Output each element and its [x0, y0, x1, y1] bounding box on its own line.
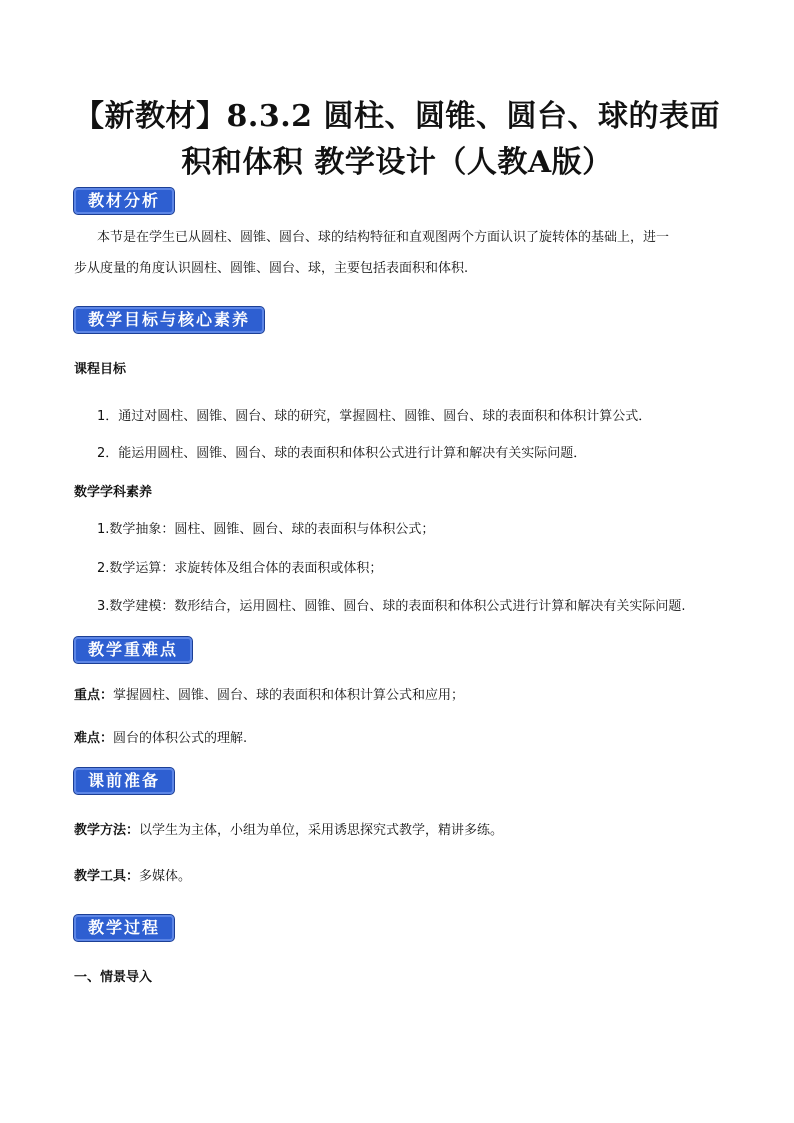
- method-text: 以学生为主体，小组为单位，采用诱思探究式教学，精讲多练。: [139, 823, 504, 838]
- tools-line: [74, 867, 191, 887]
- key-point-text: 掌握圆柱、圆锥、圆台、球的表面积和体积计算公式和应用；: [113, 688, 465, 703]
- key-point-label: 重点：: [74, 688, 114, 703]
- section-badge-prep: 课前准备: [74, 768, 174, 794]
- page-title: [0, 94, 794, 186]
- section-badge-process: 教学过程: [74, 915, 174, 941]
- course-goals-heading: 课程目标: [74, 362, 127, 377]
- process-step-heading: 一、情景导入: [74, 970, 153, 985]
- section-badge-goals: 教学目标与核心素养: [74, 307, 264, 333]
- difficulty-text: 圆台的体积公式的理解.: [113, 731, 248, 746]
- difficulty-line: [74, 729, 247, 749]
- page-title-line-1: 【新教材】8.3.2 圆柱、圆锥、圆台、球的表面: [74, 99, 720, 134]
- course-goal-item: 2．能运用圆柱、圆锥、圆台、球的表面积和体积公式进行计算和解决有关实际问题．: [97, 446, 587, 461]
- key-point-line: [74, 686, 464, 706]
- page-title-line-2: 积和体积 教学设计（人教A版）: [181, 145, 613, 180]
- tools-label: 教学工具：: [74, 869, 140, 884]
- literacy-item: 2.数学运算：求旋转体及组合体的表面积或体积；: [97, 561, 383, 576]
- method-line: [74, 821, 503, 841]
- section-badge-key-points: 教学重难点: [74, 637, 192, 663]
- literacy-item: 1.数学抽象：圆柱、圆锥、圆台、球的表面积与体积公式；: [97, 522, 435, 537]
- difficulty-label: 难点：: [74, 731, 114, 746]
- course-goal-item: 1．通过对圆柱、圆锥、圆台、球的研究，掌握圆柱、圆锥、圆台、球的表面积和体积计算公式．: [97, 409, 652, 424]
- analysis-paragraph-line-1: 本节是在学生已从圆柱、圆锥、圆台、球的结构特征和直观图两个方面认识了旋转体的基础上，进一: [97, 230, 670, 245]
- method-label: 教学方法：: [74, 823, 140, 838]
- analysis-paragraph-line-2: 步从度量的角度认识圆柱、圆锥、圆台、球，主要包括表面积和体积.: [74, 261, 469, 276]
- literacy-item: 3.数学建模：数形结合，运用圆柱、圆锥、圆台、球的表面积和体积公式进行计算和解决有关实际问题.: [97, 599, 686, 614]
- section-badge-analysis: 教材分析: [74, 188, 174, 214]
- literacy-heading: 数学学科素养: [74, 485, 153, 500]
- tools-text: 多媒体。: [139, 869, 192, 884]
